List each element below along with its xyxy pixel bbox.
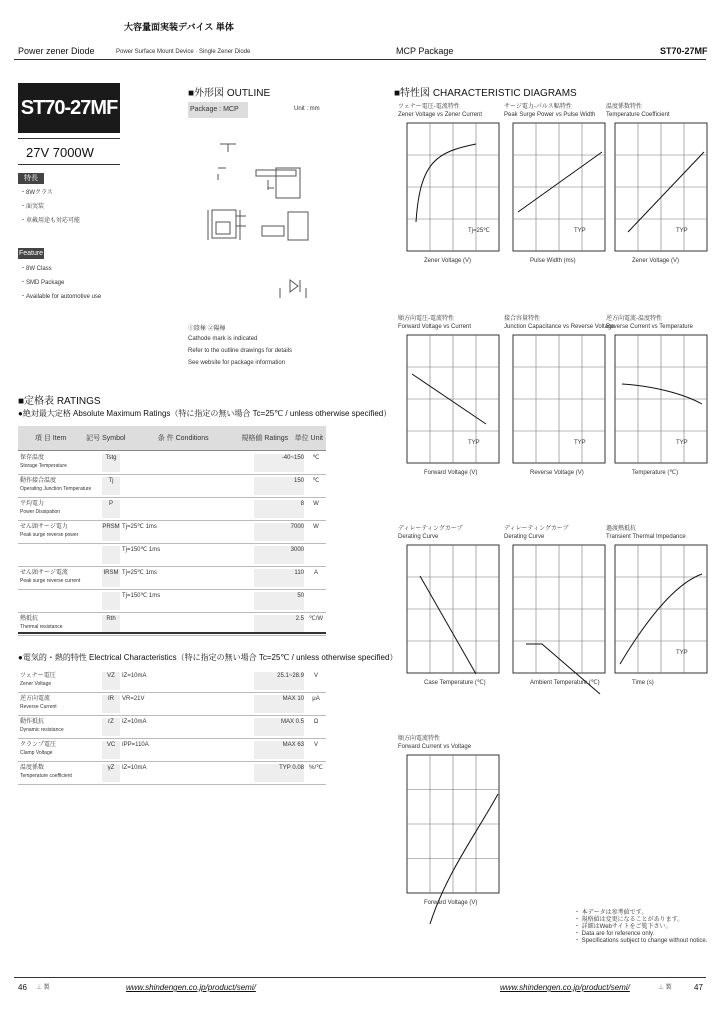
ratings-cell-cond: [122, 615, 250, 633]
ratings-row: [18, 452, 326, 475]
ratings-cell-val: 3000: [254, 546, 304, 564]
col-conditions: 条 件 Conditions: [128, 426, 238, 451]
footnote: ・ 本データは参考値です。: [574, 910, 648, 916]
feature-en-item: ・SMD Package: [20, 280, 65, 286]
elec-cell-unit: %/℃: [309, 765, 323, 771]
ratings-cell-cond: Tj=150℃ 1ms: [122, 547, 161, 553]
ratings-cell-item: せん頭サージ電力: [20, 524, 68, 530]
graph-note: TYP: [676, 228, 688, 234]
ratings-row: [18, 475, 326, 498]
graph-title: 逆方向電流-温度特性: [606, 316, 662, 322]
graph-plot: [406, 122, 502, 262]
ratings-cell-val: -40~150: [254, 454, 304, 472]
header-rule: [14, 59, 706, 60]
elec-title: ●電気的・熱的特性 Electrical Characteristics（特に指定の無い場合 Tc=25℃ / unless otherwise specified）: [18, 653, 398, 662]
col-item: 項 目 Item: [18, 426, 83, 451]
ratings-cell-unit: W: [313, 524, 319, 530]
graph-title: 順方向電流特性: [398, 736, 441, 742]
footnote: ・ 詳細はWebサイトをご覧下さい。: [574, 924, 672, 930]
ratings-cell-sym: IRSM: [102, 569, 120, 587]
elec-cell-item: 温度係数: [20, 765, 45, 771]
elec-cell-cond: VR=21V: [122, 696, 145, 702]
elec-cell-item-en: Dynamic resistance: [20, 727, 64, 733]
header-subtitle: Power Surface Mount Device · Single Zener Diode: [116, 49, 251, 55]
ratings-cell-item-en: Peak surge reverse power: [20, 532, 79, 538]
ratings-cell-item-en: Operating Junction Temperature: [20, 486, 92, 492]
col-unit: 単位 Unit: [292, 426, 326, 451]
elec-cell-val: TYP 0.08: [254, 764, 304, 782]
ratings-cell-cond: Tj=25℃ 1ms: [122, 524, 157, 530]
ratings-cell-item-en: Storage Temperature: [20, 463, 67, 469]
graph-subtitle: Forward Current vs Voltage: [398, 744, 472, 750]
features-jp-tag: 特長: [18, 173, 44, 184]
elec-cell-item: ツェナー電圧: [20, 673, 56, 679]
footnote: ・ Data are for reference only.: [574, 931, 655, 937]
graph-subtitle: Zener Voltage vs Zener Current: [398, 112, 483, 118]
elec-row: [18, 762, 326, 785]
elec-cell-val: MAX 10: [254, 695, 304, 713]
elec-cell-sym: rZ: [102, 718, 120, 736]
ratings-cell-unit: [308, 592, 324, 610]
ratings-cell-item-en: Power Dissipation: [20, 509, 61, 515]
elec-cell-sym: VZ: [102, 672, 120, 690]
ratings-cell-sym: Tstg: [102, 454, 120, 472]
part-rating: 27V 7000W: [26, 145, 94, 160]
graph-subtitle: Junction Capacitance vs Reverse Voltage: [504, 324, 615, 330]
graph-plot: [512, 334, 608, 474]
elec-cell-item-en: Temperature coefficient: [20, 773, 72, 779]
elec-cell-unit: V: [313, 742, 318, 748]
ratings-cell-val: 2.5: [254, 615, 304, 633]
ratings-cell-cond: [122, 454, 250, 472]
graph-title: 順方向電圧-電流特性: [398, 316, 454, 322]
footnote: ・ 規格値は変更になることがあります。: [574, 917, 684, 923]
outline-package-label: Package : MCP: [190, 106, 239, 113]
outline-package-box: [188, 102, 248, 118]
graph-note: TYP: [676, 440, 688, 446]
elec-cell-cond: IPP=110A: [122, 742, 149, 748]
graph-plot: [406, 544, 502, 684]
graph-xlabel: Zener Voltage (V): [424, 258, 472, 264]
elec-row: [18, 670, 326, 693]
ratings-row: [18, 498, 326, 521]
ratings-row: [18, 521, 326, 544]
outline-note: Refer to the outline drawings for details: [188, 348, 293, 354]
ratings-cell-sym: Tj: [102, 477, 120, 495]
graph-note: TYP: [676, 650, 688, 656]
elec-cell-cond: IZ=10mA: [122, 719, 147, 725]
ratings-cell-unit: ℃/W: [308, 616, 324, 622]
ratings-cell-sym: PRSM: [102, 523, 120, 541]
graph-xlabel: Forward Voltage (V): [424, 470, 478, 476]
elec-cell-val: 25.1~28.9: [254, 672, 304, 690]
footer-mark-left: ⊥ 製: [36, 985, 50, 991]
footer-url-right[interactable]: www.shindengen.co.jp/product/semi/: [500, 983, 630, 992]
footer-url-left[interactable]: www.shindengen.co.jp/product/semi/: [126, 983, 256, 992]
graph-subtitle: Derating Curve: [398, 534, 439, 540]
elec-cell-cond: IZ=10mA: [122, 765, 147, 771]
graph-title: 温度係数特性: [606, 104, 643, 110]
title-rule-top: [18, 138, 120, 139]
header-package: MCP Package: [396, 46, 454, 56]
elec-cell-sym: IR: [102, 695, 120, 713]
feature-en-item: ・Available for automotive use: [20, 294, 102, 300]
header-product-type: Power zener Diode: [18, 46, 95, 56]
ratings-cell-sym: [102, 592, 120, 610]
ratings-cell-sym: Rth: [102, 615, 120, 633]
elec-cell-val: MAX 0.5: [254, 718, 304, 736]
ratings-title: ■定格表 RATINGS: [18, 396, 101, 407]
ratings-cell-val: 150: [254, 477, 304, 495]
ratings-cell-item: 動作接合温度: [20, 478, 57, 484]
graph-subtitle: Derating Curve: [504, 534, 545, 540]
elec-row: [18, 693, 326, 716]
graph-plot: [614, 334, 710, 474]
elec-cell-item: 逆方向電流: [20, 696, 51, 702]
outline-note: Cathode mark is indicated: [188, 336, 258, 342]
graph-subtitle: Forward Voltage vs Current: [398, 324, 472, 330]
elec-cell-item: 動作抵抗: [20, 719, 45, 725]
ratings-cell-item: せん頭サージ電流: [20, 570, 68, 576]
graph-title: 接合容量特性: [504, 316, 541, 322]
feature-jp-item: ・8Wクラス: [20, 190, 53, 196]
outline-unit: Unit : mm: [294, 106, 320, 112]
ratings-row: [18, 567, 326, 590]
graph-xlabel: Forward Voltage (V): [424, 900, 478, 906]
part-title: ST70-27MF: [18, 83, 120, 133]
elec-cell-sym: γZ: [102, 764, 120, 782]
graph-title: ディレーティングカーブ: [398, 526, 463, 532]
feature-jp-item: ・面実装: [20, 204, 45, 210]
graph-xlabel: Ambient Temperature (℃): [530, 680, 600, 686]
ratings-cell-unit: A: [313, 570, 318, 576]
col-ratings: 規格値 Ratings: [238, 426, 292, 451]
graph-subtitle: Peak Surge Power vs Pulse Width: [504, 112, 596, 118]
feature-jp-item: ・車載用途も対応可能: [20, 218, 81, 224]
ratings-cell-val: 110: [254, 569, 304, 587]
graph-plot: [512, 122, 608, 262]
diagram-footnotes: [574, 910, 707, 945]
elec-cell-unit: Ω: [313, 719, 319, 725]
ratings-cell-item: 保存温度: [20, 455, 45, 461]
ratings-cell-val: 8: [254, 500, 304, 518]
graph-plot: [512, 544, 608, 684]
elec-cell-unit: μA: [312, 696, 320, 702]
graph-xlabel: Pulse Width (ms): [530, 258, 576, 264]
ratings-cell-sym: P: [102, 500, 120, 518]
ratings-cell-item-en: Peak surge reverse current: [20, 578, 81, 584]
elec-row: [18, 716, 326, 739]
ratings-cell-cond: [122, 477, 250, 495]
ratings-row: [18, 590, 326, 613]
elec-cell-sym: VC: [102, 741, 120, 759]
ratings-cell-val: 7000: [254, 523, 304, 541]
graph-title: ツェナー電圧-電流特性: [398, 104, 460, 110]
elec-cell-item-en: Reverse Current: [20, 704, 57, 710]
graph-title: サージ電力-パルス幅特性: [504, 104, 572, 110]
graph-subtitle: Transient Thermal Impedance: [606, 534, 686, 540]
page-number-right: 47: [694, 983, 703, 992]
graph-plot: [406, 754, 502, 904]
ratings-cell-unit: [308, 546, 324, 564]
elec-cell-val: MAX 63: [254, 741, 304, 759]
features-en-tag: Feature: [18, 250, 44, 257]
ratings-cell-unit: ℃: [312, 478, 320, 484]
elec-cell-cond: IZ=10mA: [122, 673, 147, 679]
ratings-cell-item: [20, 546, 92, 564]
elec-cell-item-en: Zener Voltage: [20, 681, 52, 687]
ratings-row: [18, 544, 326, 567]
graph-plot: [614, 122, 710, 262]
outline-title: ■外形図 OUTLINE: [188, 88, 271, 99]
footer-mark-right: ⊥ 製: [658, 985, 672, 991]
ratings-cell-unit: ℃: [312, 455, 320, 461]
graph-xlabel: Zener Voltage (V): [632, 258, 680, 264]
page-number-left: 46: [18, 983, 27, 992]
ratings-cell-item-en: Thermal resistance: [20, 624, 63, 630]
outline-drawing: [196, 130, 326, 310]
elec-cell-unit: V: [313, 673, 318, 679]
ratings-subtitle: ●絶対最大定格 Absolute Maximum Ratings（特に指定の無い場合 Tc=25℃ / unless otherwise specified）: [18, 409, 392, 418]
graph-xlabel: Time (s): [632, 680, 654, 686]
ratings-cell-item: [20, 592, 92, 610]
ratings-rows: [18, 452, 326, 636]
footer-rule: [14, 977, 706, 978]
ratings-cell-cond: [122, 500, 250, 518]
ratings-table: [18, 426, 326, 451]
graph-subtitle: Temperature Coefficient: [606, 112, 670, 118]
graph-title: ディレーティングカーブ: [504, 526, 569, 532]
graph-xlabel: Temperature (℃): [632, 470, 679, 476]
ratings-rule: [18, 632, 326, 634]
ratings-cell-item: 熱抵抗: [20, 616, 39, 622]
col-symbol: 記号 Symbol: [83, 426, 128, 451]
elec-row: [18, 739, 326, 762]
title-rule-bottom: [18, 164, 120, 165]
footnote: ・ Specifications subject to change without notice.: [574, 938, 708, 944]
graph-plot: [614, 544, 710, 684]
outline-note: See website for package information: [188, 360, 286, 366]
ratings-cell-cond: Tj=25℃ 1ms: [122, 570, 157, 576]
ratings-cell-sym: [102, 546, 120, 564]
ratings-cell-unit: W: [313, 501, 319, 507]
header-part-number: ST70-27MF: [660, 46, 708, 56]
graph-subtitle: Reverse Current vs Temperature: [606, 324, 693, 330]
ratings-cell-cond: Tj=150℃ 1ms: [122, 593, 161, 599]
graph-note: TYP: [574, 228, 586, 234]
graph-note: TYP: [574, 440, 586, 446]
header-jp-title: 大容量面実装デバイス 単体: [124, 22, 234, 32]
graph-plot: [406, 334, 502, 474]
elec-cell-item: クランプ電圧: [20, 742, 57, 748]
feature-en-item: ・8W Class: [20, 266, 52, 272]
ratings-cell-val: 50: [254, 592, 304, 610]
graph-xlabel: Reverse Voltage (V): [530, 470, 584, 476]
graph-title: 過渡熱抵抗: [606, 526, 637, 532]
diagrams-title: ■特性図 CHARACTERISTIC DIAGRAMS: [394, 88, 577, 99]
elec-rows: [18, 670, 326, 785]
graph-xlabel: Case Temperature (℃): [424, 680, 486, 686]
graph-note: Tj=25℃: [468, 228, 490, 234]
outline-note: ①陰極 ②陽極: [188, 326, 226, 332]
graph-note: TYP: [468, 440, 480, 446]
ratings-cell-item: 平均電力: [20, 501, 45, 507]
elec-cell-item-en: Clamp Voltage: [20, 750, 53, 756]
